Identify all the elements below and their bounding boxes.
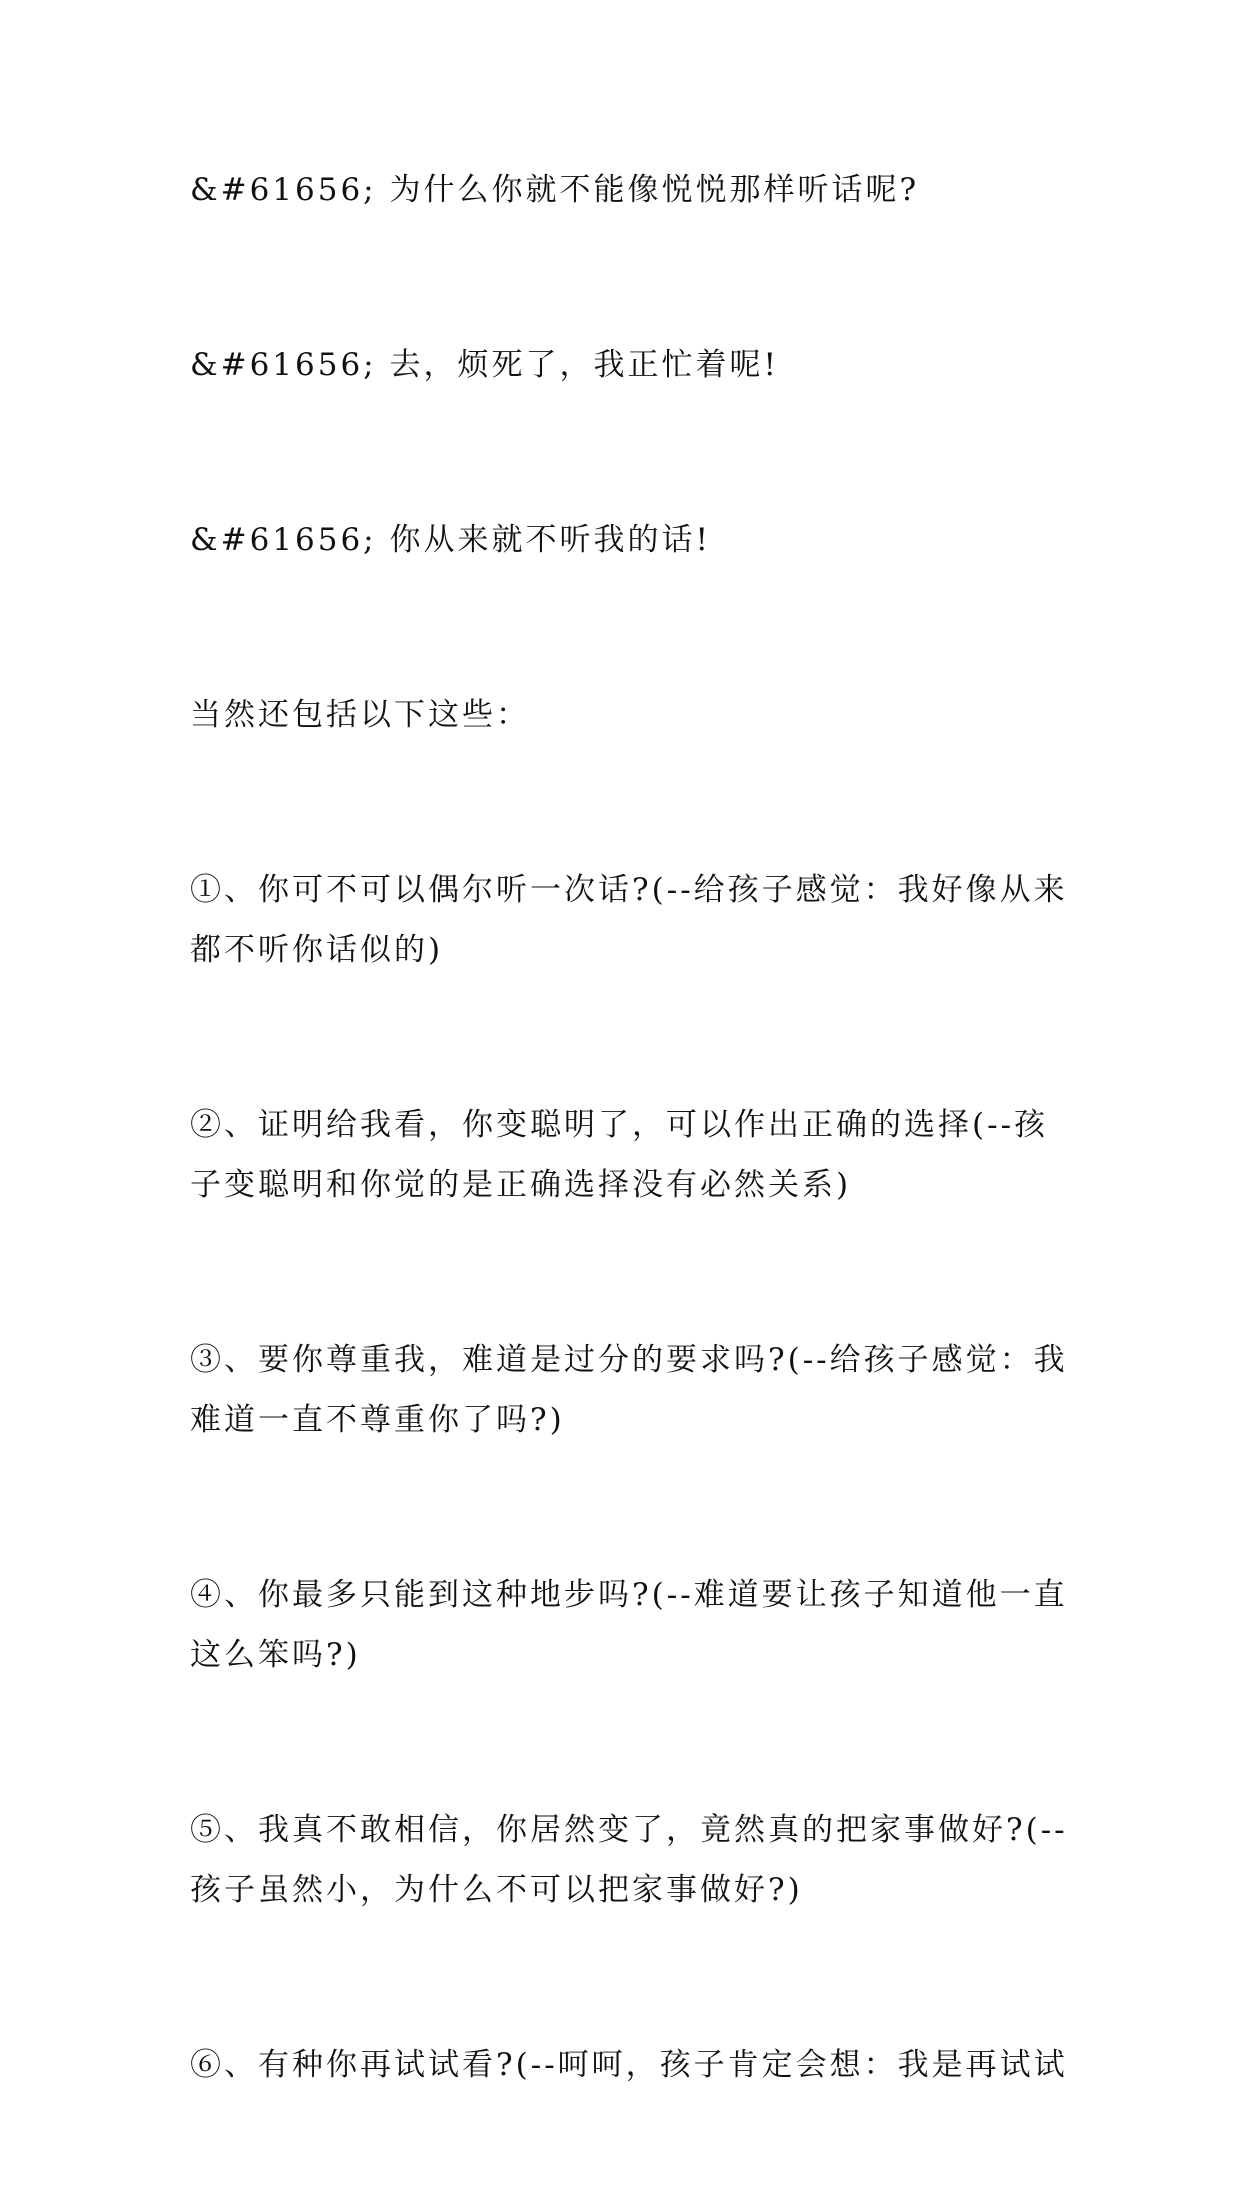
paragraph-4: 当然还包括以下这些： bbox=[190, 697, 530, 733]
list-item-4: ④、你最多只能到这种地步吗?(--难道要让孩子知道他一直这么笨吗?) bbox=[190, 1577, 1068, 1673]
list-item-3: ③、要你尊重我，难道是过分的要求吗?(--给孩子感觉：我难道一直不尊重你了吗?) bbox=[190, 1342, 1068, 1438]
list-item-5: ⑤、我真不敢相信，你居然变了，竟然真的把家事做好?(--孩子虽然小，为什么不可以把家事做好?) bbox=[190, 1812, 1068, 1908]
paragraph-3: &#61656; 你从来就不听我的话! bbox=[190, 522, 711, 558]
list-item-6: ⑥、有种你再试试看?(--呵呵，孩子肯定会想：我是再试试 bbox=[190, 2047, 1068, 2083]
list-item-2: ②、证明给我看，你变聪明了，可以作出正确的选择(--孩子变聪明和你觉的是正确选择没有必然关系) bbox=[190, 1107, 1049, 1203]
document-body bbox=[190, 160, 1070, 2210]
paragraph-2: &#61656; 去，烦死了，我正忙着呢! bbox=[190, 347, 779, 383]
paragraph-1: &#61656; 为什么你就不能像悦悦那样听话呢? bbox=[190, 172, 920, 208]
list-item-1: ①、你可不可以偶尔听一次话?(--给孩子感觉：我好像从来都不听你话似的) bbox=[190, 872, 1068, 968]
